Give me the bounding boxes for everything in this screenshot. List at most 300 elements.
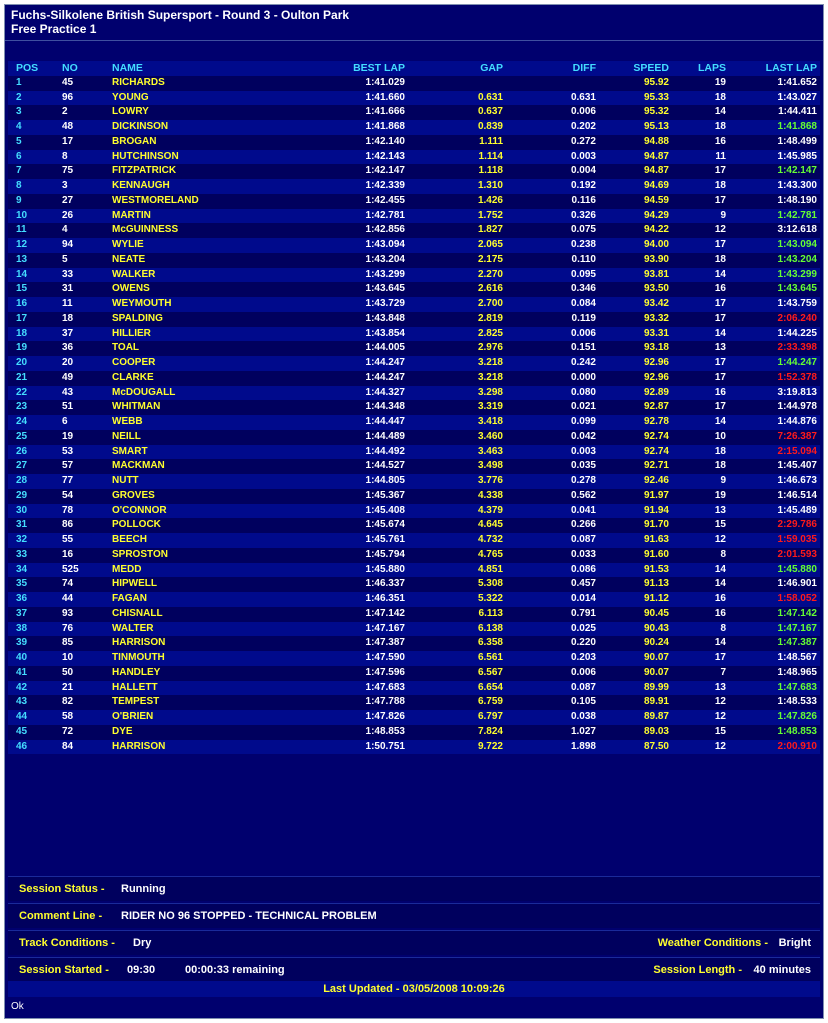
number-cell: 74 [62, 578, 74, 590]
speed-cell: 91.53 [643, 563, 669, 575]
diff-cell: 0.003 [570, 150, 596, 162]
gap-cell: 4.645 [477, 519, 503, 531]
speed-cell: 95.92 [643, 76, 669, 88]
laps-cell: 15 [714, 725, 726, 737]
gap-cell: 3.460 [477, 430, 503, 442]
pos-cell: 12 [16, 239, 28, 250]
last-lap-cell: 1:44.978 [777, 401, 817, 413]
table-row [8, 194, 820, 209]
rider-name: HILLIER [112, 327, 151, 339]
last-lap-cell: 1:44.411 [778, 106, 817, 118]
gap-cell: 1.310 [477, 180, 503, 191]
number-cell: 51 [62, 401, 74, 413]
number-cell: 19 [62, 430, 74, 442]
best-lap-cell: 1:42.143 [365, 150, 405, 162]
laps-cell: 14 [714, 106, 726, 118]
laps-cell: 17 [714, 371, 726, 383]
laps-cell: 17 [714, 298, 726, 309]
pos-cell: 23 [16, 401, 28, 413]
number-cell: 44 [62, 593, 74, 604]
speed-cell: 90.07 [643, 666, 669, 678]
gap-cell: 6.138 [477, 622, 503, 634]
pos-cell: 14 [16, 268, 28, 280]
pos-cell: 9 [16, 194, 22, 206]
speed-cell: 94.69 [643, 180, 669, 191]
speed-cell: 94.87 [643, 150, 669, 162]
session-status-value: Running [121, 883, 166, 895]
table-row [8, 489, 820, 504]
last-lap-cell: 1:45.985 [777, 150, 817, 162]
last-lap-cell: 1:47.826 [777, 711, 817, 722]
laps-cell: 18 [714, 253, 726, 265]
best-lap-cell: 1:45.880 [365, 563, 405, 575]
gap-cell: 6.113 [478, 607, 503, 619]
speed-cell: 91.13 [643, 578, 669, 590]
number-cell: 16 [62, 548, 74, 560]
pos-cell: 42 [16, 681, 28, 693]
laps-cell: 17 [714, 401, 726, 413]
speed-cell: 89.03 [643, 725, 669, 737]
diff-cell: 0.084 [570, 298, 596, 309]
pos-cell: 31 [16, 519, 28, 531]
laps-cell: 16 [714, 386, 726, 398]
last-lap-cell: 2:33.398 [777, 342, 817, 354]
number-cell: 10 [62, 652, 74, 663]
pos-cell: 29 [16, 489, 28, 501]
best-lap-cell: 1:41.666 [365, 106, 405, 118]
table-row [8, 430, 820, 445]
last-lap-cell: 1:52.378 [777, 371, 817, 383]
diff-cell: 0.099 [570, 416, 596, 427]
best-lap-cell: 1:43.299 [365, 268, 405, 280]
conditions-bar [8, 930, 820, 955]
pos-cell: 6 [16, 150, 22, 162]
pos-cell: 34 [16, 563, 28, 575]
number-cell: 6 [62, 416, 68, 427]
laps-cell: 17 [714, 652, 726, 663]
number-cell: 94 [62, 239, 74, 250]
last-lap-cell: 2:01.593 [777, 548, 817, 560]
table-row [8, 209, 820, 224]
table-row [8, 607, 820, 622]
last-lap-cell: 1:45.407 [777, 460, 817, 472]
last-lap-cell: 1:46.901 [777, 578, 817, 590]
number-cell: 18 [62, 312, 74, 324]
speed-cell: 94.59 [643, 194, 669, 206]
speed-cell: 90.07 [643, 652, 669, 663]
pos-cell: 28 [16, 475, 28, 486]
last-lap-cell: 1:48.533 [777, 696, 817, 708]
diff-cell: 0.086 [570, 563, 596, 575]
laps-cell: 9 [720, 475, 726, 486]
timing-window [4, 4, 824, 1019]
gap-cell: 4.732 [477, 534, 503, 545]
best-lap-cell: 1:44.005 [365, 342, 405, 354]
col-gap: GAP [480, 62, 503, 74]
diff-cell: 0.242 [570, 357, 596, 368]
pos-cell: 18 [16, 327, 28, 339]
diff-cell: 0.203 [570, 652, 596, 663]
gap-cell: 3.463 [477, 445, 503, 457]
diff-cell: 0.278 [570, 475, 596, 486]
number-cell: 50 [62, 666, 74, 678]
best-lap-cell: 1:42.856 [365, 224, 405, 236]
best-lap-cell: 1:47.590 [365, 652, 405, 663]
last-lap-cell: 2:15.094 [777, 445, 817, 457]
best-lap-cell: 1:43.729 [365, 298, 405, 309]
rider-name: HANDLEY [112, 666, 161, 678]
number-cell: 26 [62, 209, 74, 221]
header [5, 5, 823, 41]
number-cell: 84 [62, 740, 74, 752]
table-row [8, 341, 820, 356]
rider-name: HALLETT [112, 681, 158, 693]
number-cell: 78 [62, 504, 74, 516]
diff-cell: 0.151 [570, 342, 596, 354]
number-cell: 8 [62, 150, 68, 162]
ok-status: Ok [11, 1001, 24, 1012]
best-lap-cell: 1:42.140 [365, 135, 405, 147]
best-lap-cell: 1:47.596 [365, 666, 405, 678]
laps-cell: 14 [714, 578, 726, 590]
col-diff: DIFF [572, 62, 596, 74]
pos-cell: 24 [16, 416, 28, 427]
speed-cell: 91.60 [643, 548, 669, 560]
gap-cell: 1.426 [477, 194, 503, 206]
diff-cell: 0.004 [570, 165, 596, 177]
pos-cell: 16 [16, 298, 28, 309]
speed-cell: 95.33 [643, 91, 669, 103]
speed-cell: 92.87 [643, 401, 669, 413]
laps-cell: 12 [714, 711, 726, 722]
pos-cell: 46 [16, 740, 28, 752]
diff-cell: 1.898 [570, 740, 596, 752]
best-lap-cell: 1:44.447 [365, 416, 405, 427]
best-lap-cell: 1:47.387 [365, 637, 405, 649]
gap-cell: 3.218 [477, 357, 503, 368]
speed-cell: 93.81 [643, 268, 669, 280]
rider-name: FITZPATRICK [112, 165, 177, 177]
last-lap-cell: 1:48.190 [777, 194, 817, 206]
table-row [8, 592, 820, 607]
pos-cell: 27 [16, 460, 28, 472]
gap-cell: 2.270 [477, 268, 503, 280]
number-cell: 58 [62, 711, 74, 722]
speed-cell: 92.78 [643, 416, 669, 427]
number-cell: 49 [62, 371, 74, 383]
table-row [8, 135, 820, 150]
table-row [8, 356, 820, 371]
diff-cell: 0.006 [570, 327, 596, 339]
number-cell: 525 [62, 563, 79, 575]
gap-cell: 0.637 [477, 106, 503, 118]
laps-cell: 12 [714, 224, 726, 236]
pos-cell: 2 [16, 91, 22, 103]
last-lap-cell: 3:12.618 [777, 224, 817, 236]
table-row [8, 415, 820, 430]
number-cell: 53 [62, 445, 74, 457]
table-row [8, 445, 820, 460]
gap-cell: 5.308 [477, 578, 503, 590]
gap-cell: 2.976 [477, 342, 503, 354]
table-row [8, 504, 820, 519]
best-lap-cell: 1:46.337 [365, 578, 405, 590]
pos-cell: 25 [16, 430, 28, 442]
number-cell: 3 [62, 180, 68, 191]
gap-cell: 1.827 [477, 224, 503, 236]
rider-name: COOPER [112, 357, 156, 368]
laps-cell: 14 [714, 268, 726, 280]
best-lap-cell: 1:44.247 [365, 357, 405, 368]
session-started-label: Session Started - [19, 964, 109, 976]
laps-cell: 14 [714, 416, 726, 427]
pos-cell: 4 [16, 121, 22, 132]
timing-table [8, 61, 820, 754]
last-lap-cell: 1:47.167 [777, 622, 817, 634]
weather-conditions-label: Weather Conditions - [657, 937, 768, 949]
diff-cell: 0.006 [570, 106, 596, 118]
comment-bar [8, 903, 820, 928]
rider-name: SPALDING [112, 312, 163, 324]
best-lap-cell: 1:42.147 [365, 165, 405, 177]
best-lap-cell: 1:44.492 [365, 445, 405, 457]
laps-cell: 15 [714, 519, 726, 531]
rider-name: WHITMAN [112, 401, 161, 413]
best-lap-cell: 1:46.351 [365, 593, 405, 604]
laps-cell: 12 [714, 534, 726, 545]
diff-cell: 1.027 [570, 725, 596, 737]
laps-cell: 16 [714, 593, 726, 604]
speed-cell: 91.70 [643, 519, 669, 531]
rider-name: LOWRY [112, 106, 149, 118]
laps-cell: 14 [714, 327, 726, 339]
laps-cell: 10 [714, 430, 726, 442]
speed-cell: 95.13 [643, 121, 669, 132]
rider-name: HARRISON [112, 637, 166, 649]
last-lap-cell: 1:43.094 [777, 239, 817, 250]
speed-cell: 91.94 [643, 504, 669, 516]
table-row [8, 371, 820, 386]
laps-cell: 14 [714, 637, 726, 649]
pos-cell: 45 [16, 725, 28, 737]
diff-cell: 0.272 [570, 135, 596, 147]
diff-cell: 0.087 [570, 534, 596, 545]
rider-name: WALTER [112, 622, 154, 634]
table-row [8, 740, 820, 755]
rider-name: RICHARDS [112, 76, 165, 88]
best-lap-cell: 1:43.848 [365, 312, 405, 324]
best-lap-cell: 1:50.751 [365, 740, 405, 752]
best-lap-cell: 1:45.367 [365, 489, 405, 501]
last-lap-cell: 1:41.652 [777, 76, 817, 88]
table-row [8, 474, 820, 489]
speed-cell: 93.31 [643, 327, 669, 339]
laps-cell: 7 [720, 666, 726, 678]
pos-cell: 43 [16, 696, 28, 708]
diff-cell: 0.095 [570, 268, 596, 280]
rider-name: WEYMOUTH [112, 298, 172, 309]
last-lap-cell: 1:58.052 [777, 593, 817, 604]
number-cell: 85 [62, 637, 74, 649]
pos-cell: 40 [16, 652, 28, 663]
gap-cell: 7.824 [477, 725, 503, 737]
best-lap-cell: 1:43.645 [365, 283, 405, 295]
laps-cell: 19 [714, 489, 726, 501]
laps-cell: 13 [714, 342, 726, 354]
session-length-value: 40 minutes [753, 964, 811, 976]
best-lap-cell: 1:43.854 [365, 327, 405, 339]
table-row [8, 725, 820, 740]
session-status-bar [8, 876, 820, 901]
laps-cell: 18 [714, 460, 726, 472]
table-row [8, 695, 820, 710]
gap-cell: 5.322 [477, 593, 503, 604]
speed-cell: 94.22 [643, 224, 669, 236]
pos-cell: 19 [16, 342, 28, 354]
speed-cell: 95.32 [643, 106, 669, 118]
last-lap-cell: 1:59.035 [777, 534, 817, 545]
diff-cell: 0.105 [570, 696, 596, 708]
speed-cell: 92.96 [643, 371, 669, 383]
rider-name: YOUNG [112, 91, 149, 103]
number-cell: 57 [62, 460, 74, 472]
rider-name: HARRISON [112, 740, 166, 752]
last-lap-cell: 1:41.868 [777, 121, 817, 132]
table-row [8, 710, 820, 725]
session-started-value: 09:30 [127, 964, 156, 976]
last-lap-cell: 2:06.240 [777, 312, 817, 324]
weather-conditions-value: Bright [778, 937, 811, 949]
rider-name: FAGAN [112, 593, 147, 604]
gap-cell: 2.825 [477, 327, 503, 339]
diff-cell: 0.266 [570, 519, 596, 531]
table-row [8, 120, 820, 135]
rider-name: NEILL [112, 430, 141, 442]
rider-name: NEATE [112, 253, 146, 265]
speed-cell: 90.45 [643, 607, 669, 619]
gap-cell: 2.065 [477, 239, 503, 250]
rider-name: TOAL [112, 342, 140, 354]
diff-cell: 0.041 [570, 504, 596, 516]
speed-cell: 91.12 [643, 593, 669, 604]
last-lap-cell: 1:44.225 [777, 327, 817, 339]
table-row [8, 179, 820, 194]
gap-cell: 4.338 [477, 489, 503, 501]
col-no: NO [62, 62, 78, 74]
table-row [8, 238, 820, 253]
last-lap-cell: 1:47.142 [777, 607, 817, 619]
gap-cell: 6.654 [477, 681, 503, 693]
speed-cell: 89.99 [643, 681, 669, 693]
best-lap-cell: 1:44.489 [365, 430, 405, 442]
rider-name: HIPWELL [112, 578, 157, 590]
diff-cell: 0.042 [570, 430, 596, 442]
gap-cell: 2.616 [477, 283, 503, 295]
last-lap-cell: 1:47.387 [777, 637, 817, 649]
speed-cell: 93.42 [643, 298, 669, 309]
number-cell: 4 [62, 224, 68, 236]
rider-name: WALKER [112, 268, 156, 280]
table-row [8, 577, 820, 592]
table-row [8, 666, 820, 681]
pos-cell: 38 [16, 622, 28, 634]
table-row [8, 282, 820, 297]
diff-cell: 0.075 [570, 224, 596, 236]
last-lap-cell: 1:43.027 [777, 91, 817, 103]
number-cell: 33 [62, 268, 74, 280]
table-row [8, 253, 820, 268]
session-length-label: Session Length - [653, 964, 742, 976]
speed-cell: 89.87 [643, 711, 669, 722]
number-cell: 55 [62, 534, 74, 545]
gap-cell: 1.111 [479, 135, 503, 147]
diff-cell: 0.038 [570, 711, 596, 722]
table-row [8, 636, 820, 651]
diff-cell: 0.346 [570, 283, 596, 295]
rider-name: MARTIN [112, 209, 151, 221]
gap-cell: 6.561 [477, 652, 503, 663]
gap-cell: 3.298 [477, 386, 503, 398]
last-lap-cell: 1:47.683 [777, 681, 817, 693]
number-cell: 76 [62, 622, 74, 634]
number-cell: 43 [62, 386, 74, 398]
diff-cell: 0.220 [570, 637, 596, 649]
laps-cell: 17 [714, 194, 726, 206]
rider-name: TEMPEST [112, 696, 160, 708]
diff-cell: 0.000 [570, 371, 596, 383]
number-cell: 2 [62, 106, 68, 118]
best-lap-cell: 1:48.853 [365, 725, 405, 737]
speed-cell: 92.46 [643, 475, 669, 486]
table-row [8, 400, 820, 415]
rider-name: HUTCHINSON [112, 150, 179, 162]
col-laps: LAPS [697, 62, 726, 74]
last-lap-cell: 1:42.781 [777, 209, 817, 221]
best-lap-cell: 1:45.408 [365, 504, 405, 516]
gap-cell: 2.700 [477, 298, 503, 309]
best-lap-cell: 1:44.805 [365, 475, 405, 486]
best-lap-cell: 1:44.327 [365, 386, 405, 398]
pos-cell: 22 [16, 386, 28, 398]
gap-cell: 4.379 [477, 504, 503, 516]
rider-name: McDOUGALL [112, 386, 176, 398]
speed-cell: 93.18 [643, 342, 669, 354]
number-cell: 27 [62, 194, 74, 206]
pos-cell: 15 [16, 283, 28, 295]
last-lap-cell: 2:00.910 [777, 740, 817, 752]
diff-cell: 0.192 [570, 180, 596, 191]
diff-cell: 0.791 [570, 607, 596, 619]
last-lap-cell: 1:43.299 [777, 268, 817, 280]
gap-cell: 6.797 [477, 711, 503, 722]
best-lap-cell: 1:47.167 [365, 622, 405, 634]
number-cell: 75 [62, 165, 74, 177]
laps-cell: 17 [714, 239, 726, 250]
pos-cell: 33 [16, 548, 28, 560]
session-time-bar [8, 957, 820, 982]
pos-cell: 17 [16, 312, 28, 324]
best-lap-cell: 1:42.455 [365, 194, 405, 206]
rider-name: OWENS [112, 283, 150, 295]
speed-cell: 92.71 [643, 460, 669, 472]
rider-name: KENNAUGH [112, 180, 170, 191]
number-cell: 86 [62, 519, 74, 531]
gap-cell: 3.498 [477, 460, 503, 472]
speed-cell: 92.89 [643, 386, 669, 398]
rider-name: BROGAN [112, 135, 157, 147]
table-row [8, 386, 820, 401]
number-cell: 5 [62, 253, 68, 265]
